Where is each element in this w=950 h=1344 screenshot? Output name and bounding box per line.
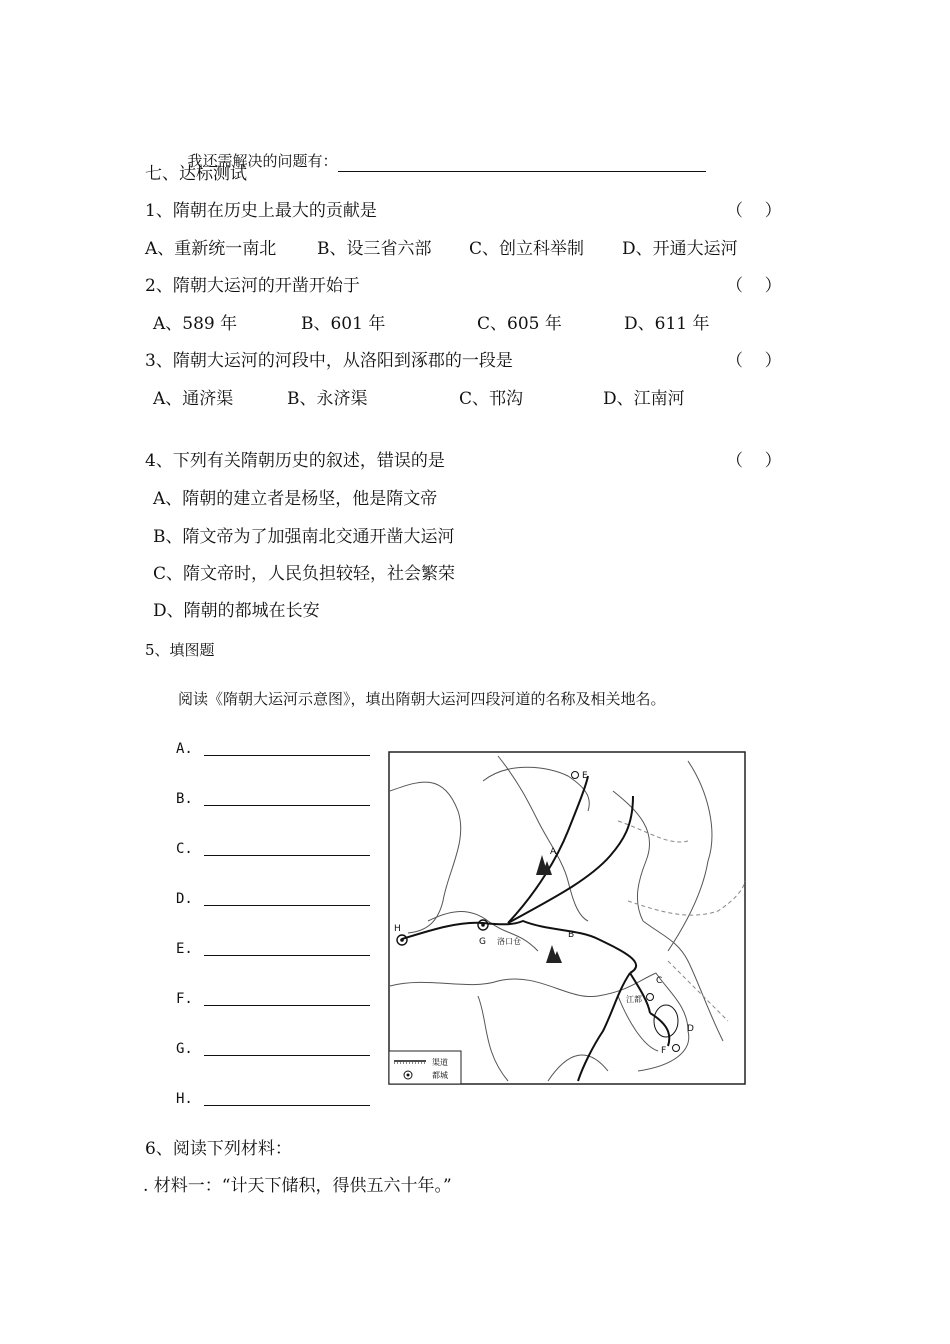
fill-label-f: F. (176, 991, 193, 1007)
place-marker-f (673, 1045, 680, 1052)
fill-label-b: B. (176, 791, 193, 807)
q1-option-c[interactable]: C、创立科举制 (469, 239, 585, 259)
unresolved-question-line (178, 128, 706, 172)
fill-label-g: G. (176, 1041, 193, 1057)
q6-material1: . 材料一：“计天下储积，得供五六十年。” (143, 1176, 452, 1196)
map-frame (389, 752, 745, 1084)
q1-stem: 1、隋朝在历史上最大的贡献是 (145, 201, 377, 221)
map-label-g: G (479, 937, 486, 947)
q4-option-d[interactable]: D、隋朝的都城在长安 (153, 601, 320, 621)
q4-answer-paren[interactable]: （ ） (726, 451, 782, 471)
fill-blank-d[interactable] (204, 905, 370, 906)
fill-blank-h[interactable] (204, 1105, 370, 1106)
map-label-c: C (656, 976, 663, 986)
fill-label-d: D. (176, 891, 193, 907)
unresolved-answer-blank[interactable] (338, 153, 706, 172)
q1-option-b[interactable]: B、设三省六部 (317, 239, 432, 259)
q2-option-d[interactable]: D、611 年 (624, 314, 710, 334)
fill-label-e: E. (176, 941, 193, 957)
fill-blank-f[interactable] (204, 1005, 370, 1006)
q3-option-c[interactable]: C、邗沟 (459, 389, 524, 409)
q4-stem: 4、下列有关隋朝历史的叙述，错误的是 (145, 451, 445, 471)
place-marker-e (572, 772, 579, 779)
fill-label-c: C. (176, 841, 193, 857)
q3-option-a[interactable]: A、通济渠 (153, 389, 234, 409)
place-marker-jiangdu (647, 994, 654, 1001)
map-label-jiangdu: 江都 (626, 995, 642, 1004)
fill-blank-a[interactable] (204, 755, 370, 756)
q1-answer-paren[interactable]: （ ） (726, 201, 782, 221)
q2-option-c[interactable]: C、605 年 (477, 314, 562, 334)
section-title: 七、达标测试 (145, 164, 247, 184)
q6-title: 6、阅读下列材料： (145, 1139, 292, 1159)
fill-label-h: H. (176, 1091, 193, 1107)
map-label-h: H (394, 924, 401, 934)
unresolved-label: 我还需解决的问题有： (187, 152, 338, 170)
q3-option-d[interactable]: D、江南河 (603, 389, 685, 409)
q2-option-a[interactable]: A、589 年 (153, 314, 238, 334)
map-label-a: A (550, 847, 557, 857)
grand-canal-map (388, 751, 746, 1085)
fill-blank-g[interactable] (204, 1055, 370, 1056)
fill-label-a: A. (176, 741, 193, 757)
q5-instruction: 阅读《隋朝大运河示意图》，填出隋朝大运河四段河道的名称及相关地名。 (178, 690, 666, 708)
q5-title: 5、填图题 (145, 641, 215, 659)
q3-answer-paren[interactable]: （ ） (726, 351, 782, 371)
map-label-d: D (687, 1024, 694, 1034)
map-label-b: B (568, 930, 575, 940)
legend-canal-label: 渠道 (432, 1058, 448, 1067)
q1-option-a[interactable]: A、重新统一南北 (145, 239, 277, 259)
q3-option-b[interactable]: B、永济渠 (287, 389, 368, 409)
map-label-f: F (661, 1046, 667, 1056)
fill-blank-e[interactable] (204, 955, 370, 956)
q2-option-b[interactable]: B、601 年 (301, 314, 386, 334)
fill-blank-b[interactable] (204, 805, 370, 806)
q4-option-c[interactable]: C、隋文帝时，人民负担较轻，社会繁荣 (153, 564, 456, 584)
fill-blank-c[interactable] (204, 855, 370, 856)
q3-stem: 3、隋朝大运河的河段中，从洛阳到涿郡的一段是 (145, 351, 513, 371)
map-legend (389, 1051, 461, 1084)
map-label-e: E (582, 771, 588, 781)
q4-option-a[interactable]: A、隋朝的建立者是杨坚，他是隋文帝 (153, 489, 438, 509)
q1-option-d[interactable]: D、开通大运河 (622, 239, 738, 259)
q2-answer-paren[interactable]: （ ） (726, 276, 782, 296)
q2-stem: 2、隋朝大运河的开凿开始于 (145, 276, 360, 296)
q4-option-b[interactable]: B、隋文帝为了加强南北交通开凿大运河 (153, 527, 455, 547)
legend-capital-label: 都城 (432, 1071, 448, 1080)
map-label-luokoucang: 洛口仓 (497, 937, 521, 946)
